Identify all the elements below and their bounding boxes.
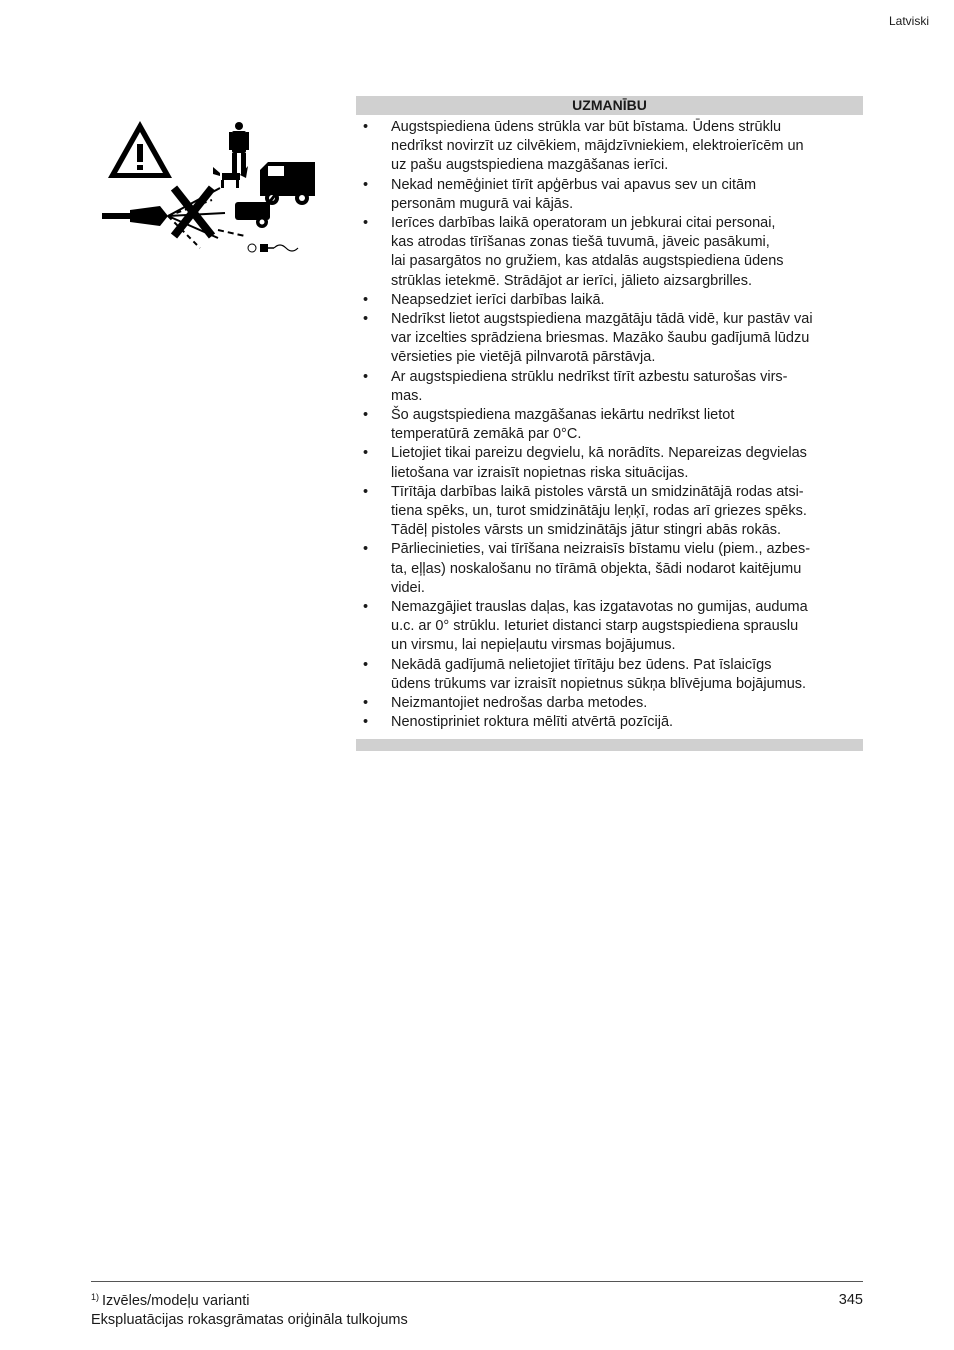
warning-item-line: lietošana var izraisīt nopietnas riska situācijas. xyxy=(391,464,689,481)
warning-item-line: nedrīkst novirzīt uz cilvēkiem, mājdzīvniekiem, elektroierīcēm un xyxy=(391,138,804,155)
warning-item xyxy=(356,406,863,444)
footer-divider xyxy=(91,1281,863,1282)
warning-item-line: Nenostipriniet roktura mēlīti atvērtā pozīcijā. xyxy=(391,714,674,731)
warning-item xyxy=(356,540,863,598)
warning-item xyxy=(356,310,863,368)
warning-box xyxy=(356,96,863,751)
bullet-icon: • xyxy=(363,291,369,308)
warning-item-line: ta, eļļas) noskalošanu no tīrāmā objekta, šādi nodarot kaitējumu xyxy=(391,560,802,577)
warning-box-bottom-bar xyxy=(356,739,863,751)
footnote-text: Izvēles/modeļu varianti xyxy=(102,1293,250,1309)
warning-item-line: mas. xyxy=(391,387,423,404)
bullet-icon: • xyxy=(363,407,369,424)
warning-item-line: videi. xyxy=(391,579,425,596)
warning-item-line: personām mugurā vai kājās. xyxy=(391,195,574,212)
safety-warning-illustration xyxy=(100,118,320,268)
bullet-icon: • xyxy=(363,541,369,558)
language-label: Latviski xyxy=(888,14,929,28)
document-subtitle: Ekspluatācijas rokasgrāmatas oriģināla tulkojums xyxy=(91,1312,408,1328)
bullet-icon: • xyxy=(363,695,369,712)
warning-item-line: Ar augstspiediena strūklu nedrīkst tīrīt azbestu saturošas virs- xyxy=(391,368,788,385)
warning-item xyxy=(356,713,863,732)
warning-item-line: kas atrodas tīrīšanas zonas tiešā tuvumā, jāveic pasākumi, xyxy=(391,234,770,251)
footnote xyxy=(91,1292,250,1309)
bullet-icon: • xyxy=(363,445,369,462)
warning-item xyxy=(356,291,863,310)
bullet-icon: • xyxy=(363,368,369,385)
warning-item-line: Augstspiediena ūdens strūkla var būt bīstama. Ūdens strūklu xyxy=(391,119,782,135)
bullet-icon: • xyxy=(363,311,369,328)
warning-item-line: Pārliecinieties, vai tīrīšana neizraisīs bīstamu vielu (piem., azbes- xyxy=(391,541,811,558)
bullet-icon: • xyxy=(363,714,369,731)
warning-item-line: un virsmu, lai nepieļautu virsmas bojājumus. xyxy=(391,637,676,654)
warning-title: UZMANĪBU xyxy=(356,96,863,115)
bullet-icon: • xyxy=(363,656,369,673)
warning-item-line: tiena spēks, un, turot smidzinātāju leņķī, rodas arī griezes spēks. xyxy=(391,503,807,520)
warning-item-line: ūdens trūkums var izraisīt nopietnus sūkņa blīvējuma bojājumus. xyxy=(391,675,807,692)
warning-item-line: Tīrītāja darbības laikā pistoles vārstā un smidzinātājā rodas atsi- xyxy=(391,483,804,500)
page-number: 345 xyxy=(838,1292,863,1308)
warning-item-line: temperatūrā zemākā par 0°C. xyxy=(391,426,582,443)
warning-triangle-icon xyxy=(108,121,172,178)
vehicle-icon xyxy=(260,162,315,205)
warning-item xyxy=(356,483,863,541)
bullet-icon: • xyxy=(363,483,369,500)
warning-item-line: var izcelties sprādziena briesmas. Mazāko šaubu gadījumā lūdzu xyxy=(391,330,810,347)
warning-item-line: Lietojiet tikai pareizu degvielu, kā norādīts. Nepareizas degvielas xyxy=(391,445,807,462)
warning-item-line: Nekādā gadījumā nelietojiet tīrītāju bez ūdens. Pat īslaicīgs xyxy=(391,656,772,673)
footnote-marker: 1) xyxy=(91,1292,100,1302)
warning-item xyxy=(356,598,863,656)
warning-item-line: Nedrīkst lietot augstspiediena mazgātāju tādā vidē, kur pastāv vai xyxy=(391,311,813,328)
warning-item xyxy=(356,694,863,713)
warning-item-line: Neizmantojiet nedrošas darba metodes. xyxy=(391,695,648,712)
warning-item-line: strūklas ietekmē. Strādājot ar ierīci, jālieto aizsargbrilles. xyxy=(391,272,753,289)
warning-item-line: Šo augstspiediena mazgāšanas iekārtu nedrīkst lietot xyxy=(391,407,735,424)
bullet-icon: • xyxy=(363,119,369,135)
warning-item-line: Tādēļ pistoles vārsts un smidzinātājs jātur stingri abās rokās. xyxy=(391,522,782,539)
person-icon xyxy=(229,122,249,175)
bullet-icon: • xyxy=(363,176,369,193)
warning-item xyxy=(356,444,863,482)
warning-item xyxy=(356,368,863,406)
warning-item-line: uz pašu augstspiediena mazgāšanas ierīci. xyxy=(391,157,669,174)
warning-item-line: Nekad nemēģiniet tīrīt apģērbus vai apavus sev un citām xyxy=(391,176,757,193)
electric-plug-icon xyxy=(218,230,298,252)
warning-item-line: u.c. ar 0° strūklu. Ieturiet distanci starp augstspiediena sprauslu xyxy=(391,618,799,635)
bullet-icon: • xyxy=(363,215,369,232)
warning-item xyxy=(356,118,863,176)
warning-item-line: Neapsedziet ierīci darbības laikā. xyxy=(391,291,605,308)
warning-item xyxy=(356,214,863,291)
warning-item-line: Ierīces darbības laikā operatoram un jebkurai citai personai, xyxy=(391,215,776,232)
warning-item xyxy=(356,656,863,694)
warning-item-line: Nemazgājiet trauslas daļas, kas izgatavotas no gumijas, auduma xyxy=(391,599,808,616)
warning-item-line: vērsieties pie vietējā pilnvarotā pārstāvja. xyxy=(391,349,656,366)
warning-item xyxy=(356,176,863,214)
bullet-icon: • xyxy=(363,599,369,616)
warning-list xyxy=(356,115,863,733)
warning-item-line: lai pasargātos no gružiem, kas atdalās augstspiediena ūdens xyxy=(391,253,784,270)
